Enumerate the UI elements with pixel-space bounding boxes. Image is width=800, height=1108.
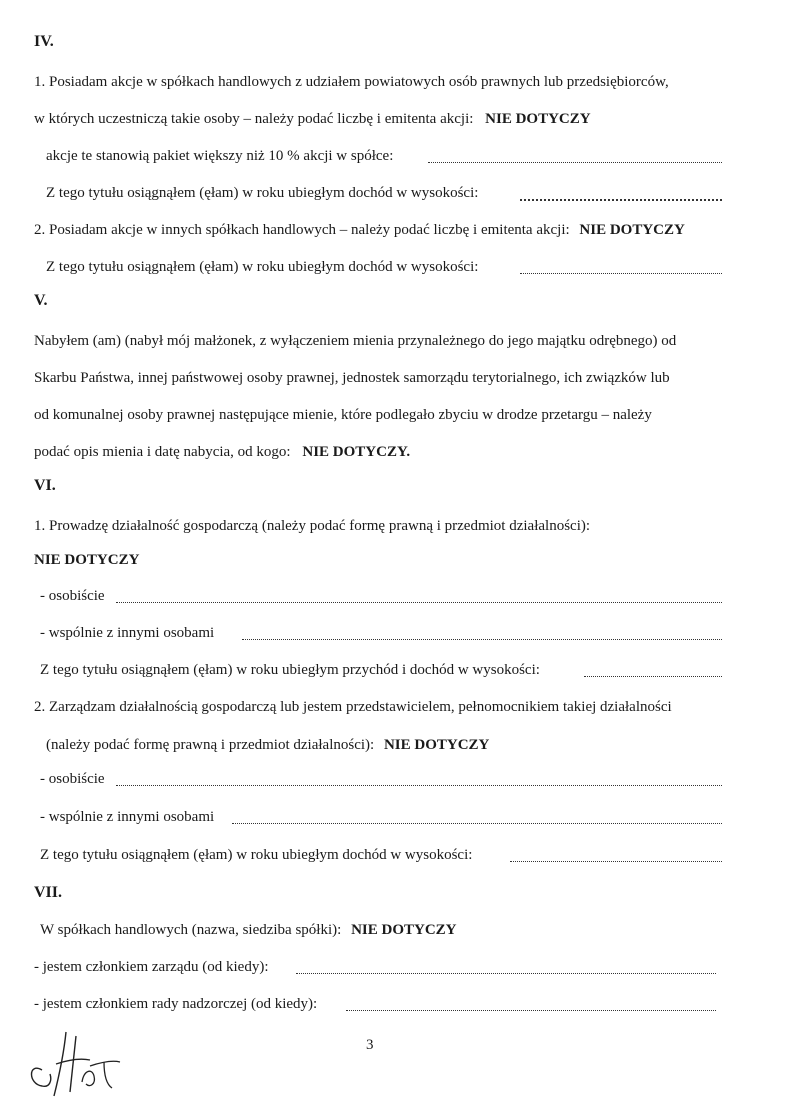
section-iv-item2-answer: NIE DOTYCZY [579,222,685,238]
section-vi-item1-jointly: - wspólnie z innymi osobami [40,625,215,641]
section-vi-item2-line1: 2. Zarządzam działalnością gospodarczą lub jestem przedstawicielem, pełnomocnikiem takiej działalności [34,699,672,715]
section-vii-answer: NIE DOTYCZY [351,922,457,938]
fill-line [242,639,722,640]
section-iv-item1-income: Z tego tytułu osiągnąłem (ęłam) w roku ubiegłym dochód w wysokości: [46,185,479,201]
section-vi-item2-jointly: - wspólnie z innymi osobami [40,809,215,825]
section-v-question: podać opis mienia i datę nabycia, od kogo: [34,444,291,460]
fill-line [296,973,716,974]
section-vi-item2-question: (należy podać formę prawną i przedmiot działalności): [46,737,375,753]
section-v-line2: Skarbu Państwa, innej państwowej osoby prawnej, jednostek samorządu terytorialnego, ich związków lub [34,370,670,386]
section-iv-item1-line3: akcje te stanowią pakiet większy niż 10 % akcji w spółce: [46,148,394,164]
section-vii-heading: VII. [34,884,63,901]
section-iv-item2-line1 [34,221,685,239]
section-vii-supervisory: - jestem członkiem rady nadzorczej (od kiedy): [34,996,318,1012]
fill-line [510,861,722,862]
fill-line [116,785,722,786]
signature-icon [20,1022,140,1102]
fill-line [428,162,722,163]
section-vi-item2-answer: NIE DOTYCZY [383,737,490,753]
section-iv-item1-line2 [34,110,591,128]
page-number: 3 [366,1037,374,1053]
fill-line [520,273,722,274]
section-v-line4 [34,443,410,461]
section-iv-heading: IV. [34,33,54,50]
section-iv-item1-line1: 1. Posiadam akcje w spółkach handlowych z udziałem powiatowych osób prawnych lub przedsiębiorców, [34,74,669,90]
section-vii-question: W spółkach handlowych (nazwa, siedziba spółki): [40,922,342,938]
section-vi-item1-income: Z tego tytułu osiągnąłem (ęłam) w roku ubiegłym przychód i dochód w wysokości: [40,662,540,678]
section-iv-item1-answer: NIE DOTYCZY [485,111,591,127]
section-vii-line1 [40,921,457,939]
section-v-answer: NIE DOTYCZY. [302,444,411,460]
section-vi-item1-personal: - osobiście [40,588,105,604]
section-vi-item2-line2 [46,736,489,754]
section-vi-item2-personal: - osobiście [40,771,105,787]
section-vi-item1-line1: 1. Prowadzę działalność gospodarczą (należy podać formę prawną i przedmiot działalności): [34,518,591,534]
fill-line [116,602,722,603]
section-iv-item1-question: w których uczestniczą takie osoby – należy podać liczbę i emitenta akcji: [34,111,474,127]
section-vi-item1-answer: NIE DOTYCZY [34,552,140,568]
section-v-line1: Nabyłem (am) (nabył mój małżonek, z wyłączeniem mienia przynależnego do jego majątku odrębnego) od [34,333,677,349]
fill-line [520,199,722,201]
fill-line [346,1010,716,1011]
section-v-heading: V. [34,292,48,309]
section-vii-board: - jestem członkiem zarządu (od kiedy): [34,959,269,975]
section-vi-item2-income: Z tego tytułu osiągnąłem (ęłam) w roku ubiegłym dochód w wysokości: [40,847,473,863]
section-vi-heading: VI. [34,477,56,494]
fill-line [232,823,722,824]
section-iv-item2-question: 2. Posiadam akcje w innych spółkach handlowych – należy podać liczbę i emitenta akcji: [34,222,570,238]
section-iv-item2-income: Z tego tytułu osiągnąłem (ęłam) w roku ubiegłym dochód w wysokości: [46,259,479,275]
fill-line [584,676,722,677]
section-v-line3: od komunalnej osoby prawnej następujące mienie, które podlegało zbyciu w drodze przetargu – należy [34,407,652,423]
